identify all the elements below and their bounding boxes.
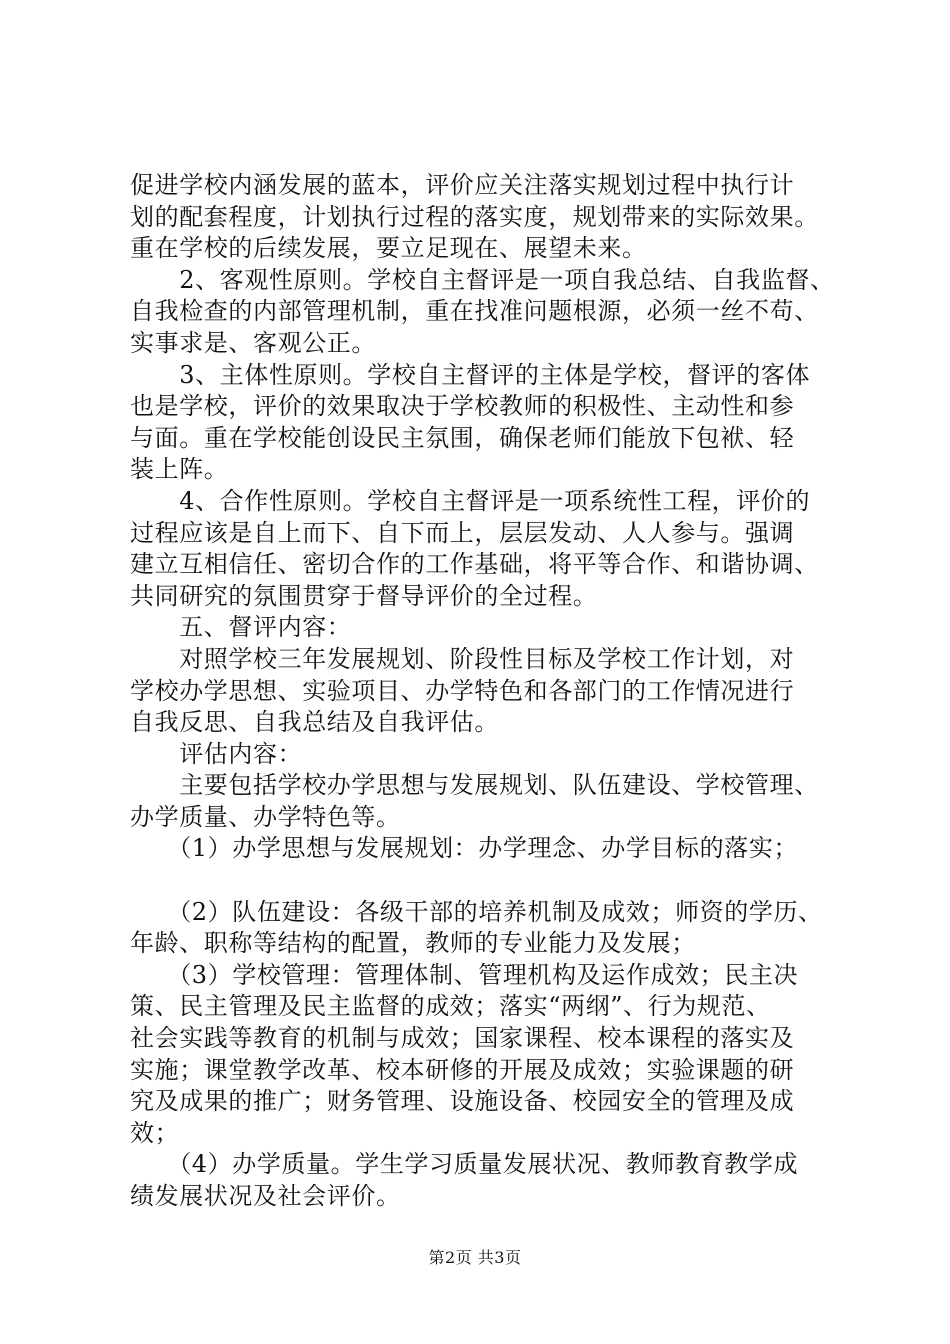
text-line: 也是学校，评价的效果取决于学校教师的积极性、主动性和参 — [130, 392, 795, 421]
text-line: 实施；课堂教学改革、校本研修的开展及成效；实验课题的研 — [130, 1055, 795, 1084]
text-line: 建立互相信任、密切合作的工作基础，将平等合作、和谐协调、 — [130, 550, 819, 579]
text-line: 自我反思、自我总结及自我评估。 — [130, 708, 499, 737]
text-line: 4、合作性原则。学校自主督评是一项系统性工程，评价的 — [130, 486, 811, 515]
subsection-heading: 评估内容： — [130, 739, 303, 768]
text-line: （3）学校管理：管理体制、管理机构及运作成效；民主决 — [130, 960, 799, 989]
text-line: 与面。重在学校能创设民主氛围，确保老师们能放下包袱、轻 — [130, 423, 795, 452]
text-line: （2）队伍建设：各级干部的培养机制及成效；师资的学历、 — [130, 897, 823, 926]
text-line: 对照学校三年发展规划、阶段性目标及学校工作计划，对 — [130, 644, 795, 673]
text-line: 3、主体性原则。学校自主督评的主体是学校，督评的客体 — [130, 360, 811, 389]
text-line: 自我检查的内部管理机制，重在找准问题根源，必须一丝不苟、 — [130, 297, 819, 326]
text-line: （4）办学质量。学生学习质量发展状况、教师教育教学成 — [130, 1150, 799, 1179]
document-body — [130, 170, 860, 1213]
text-line: 效； — [130, 1118, 180, 1147]
text-line: 实事求是、客观公正。 — [130, 328, 376, 357]
text-line: 共同研究的氛围贯穿于督导评价的全过程。 — [130, 581, 598, 610]
section-heading: 五、督评内容： — [130, 613, 352, 642]
page-number: 第2页 共3页 — [428, 1248, 522, 1267]
text-line: 社会实践等教育的机制与成效；国家课程、校本课程的落实及 — [130, 1024, 795, 1053]
text-line: 学校办学思想、实验项目、办学特色和各部门的工作情况进行 — [130, 676, 795, 705]
text-line: 促进学校内涵发展的蓝本，评价应关注落实规划过程中执行计 — [130, 171, 795, 199]
text-line: 策、民主管理及民主监督的成效；落实“两纲”、行为规范、 — [130, 992, 771, 1021]
text-line: （1）办学思想与发展规划：办学理念、办学目标的落实； — [130, 834, 799, 863]
text-line: 绩发展状况及社会评价。 — [130, 1182, 401, 1210]
text-line: 装上阵。 — [130, 455, 229, 484]
text-line: 2、客观性原则。学校自主督评是一项自我总结、自我监督、 — [130, 265, 835, 294]
blank-line — [130, 865, 860, 897]
text-line: 年龄、职称等结构的配置，教师的专业能力及发展； — [130, 929, 696, 958]
text-line: 重在学校的后续发展，要立足现在、展望未来。 — [130, 234, 647, 263]
text-line: 主要包括学校办学思想与发展规划、队伍建设、学校管理、 — [130, 771, 819, 800]
text-line: 划的配套程度，计划执行过程的落实度，规划带来的实际效果。 — [130, 202, 819, 231]
text-line: 究及成果的推广；财务管理、设施设备、校园安全的管理及成 — [130, 1087, 795, 1116]
text-line: 过程应该是自上而下、自下而上，层层发动、人人参与。强调 — [130, 518, 795, 547]
text-line: 办学质量、办学特色等。 — [130, 802, 401, 831]
